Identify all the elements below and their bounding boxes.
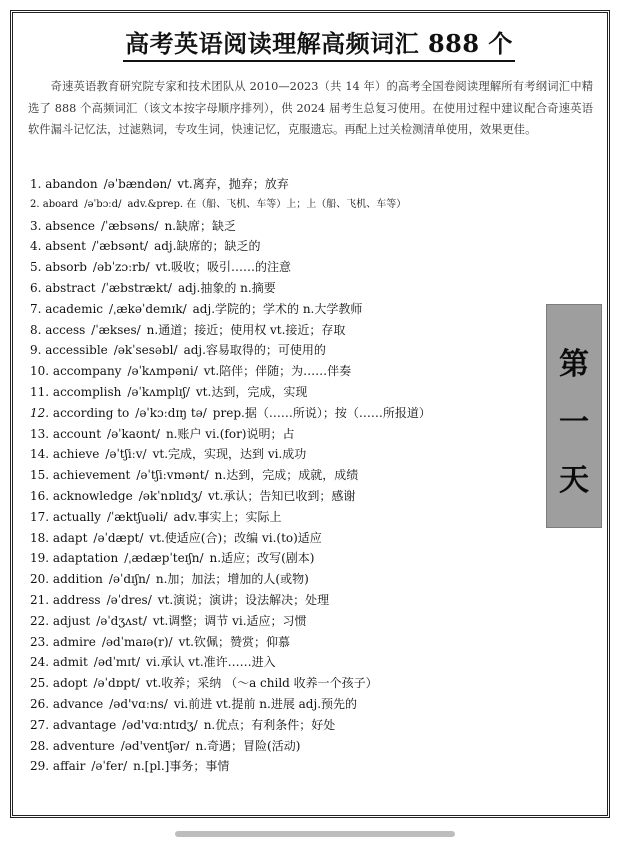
vocab-entry [30, 278, 550, 299]
entry-definition: vt.吸收；吸引……的注意 [155, 260, 292, 275]
entry-number: 14. [30, 447, 50, 462]
entry-number: 17. [30, 509, 50, 524]
entry-definition: adv.事实上；实际上 [173, 509, 282, 524]
vocab-entry [30, 236, 550, 257]
vocab-entry [30, 195, 550, 216]
entry-phonetic: /əˈdæpt/ [93, 530, 144, 545]
entry-definition: n.优点；有利条件；好处 [203, 717, 336, 732]
entry-phonetic: /əˈbɔːd/ [84, 198, 122, 210]
entry-phonetic: /ˈæktʃuəli/ [106, 509, 168, 524]
entry-definition: adj.抽象的 n.摘要 [177, 280, 276, 295]
entry-number: 15. [30, 468, 50, 483]
entry-number: 6. [30, 280, 42, 295]
entry-word: aboard [42, 198, 79, 210]
vocab-entry [30, 382, 550, 403]
entry-number: 22. [30, 613, 50, 628]
entry-word: adopt [52, 676, 88, 691]
entry-word: admire [52, 634, 96, 649]
entry-word: abandon [45, 177, 98, 191]
entry-word: acknowledge [52, 488, 133, 503]
entry-word: achievement [52, 468, 131, 483]
entry-phonetic: /əbˈzɔːrb/ [92, 260, 150, 275]
entry-word: address [52, 592, 101, 607]
entry-phonetic: /əˈbændən/ [103, 177, 172, 191]
vocabulary-list [30, 174, 550, 777]
entry-number: 1. [30, 177, 42, 191]
entry-word: achieve [52, 447, 100, 462]
vocab-entry [30, 444, 550, 465]
entry-number: 25. [30, 676, 50, 691]
entry-phonetic: /ˌædæpˈteɪʃn/ [124, 551, 204, 566]
entry-word: addition [52, 572, 103, 587]
entry-phonetic: /əˈkɔːdɪŋ tə/ [135, 405, 207, 420]
entry-word: affair [52, 759, 86, 774]
entry-number: 12. [30, 405, 50, 420]
entry-definition: vt.调整；调节 vi.适应；习惯 [152, 613, 307, 628]
entry-definition: prep.据（……所说）；按（……所报道） [212, 405, 431, 420]
entry-phonetic: /ˈækses/ [91, 322, 141, 337]
entry-number: 4. [30, 239, 42, 254]
entry-number: 13. [30, 426, 50, 441]
vocab-entry [30, 257, 550, 278]
entry-number: 5. [30, 260, 42, 275]
entry-phonetic: /ˈæbstrækt/ [101, 280, 172, 295]
entry-definition: adj.学院的；学术的 n.大学教师 [192, 301, 363, 316]
entry-number: 29. [30, 759, 50, 774]
entry-definition: vt.收养；采纳 （～a child 收养一个孩子） [145, 676, 378, 691]
entry-definition: n.加；加法；增加的人(或物) [155, 572, 309, 587]
entry-phonetic: /əˈdʒʌst/ [96, 613, 147, 628]
entry-phonetic: /əˈkʌmplɪʃ/ [127, 384, 190, 399]
entry-number: 9. [30, 343, 42, 358]
vocab-entry [30, 361, 550, 382]
entry-definition: vt.钦佩；赞赏；仰慕 [178, 634, 290, 649]
vocab-entry [30, 652, 550, 673]
entry-word: actually [52, 509, 101, 524]
vocab-entry [30, 486, 550, 507]
entry-word: adjust [52, 613, 91, 628]
vocab-entry [30, 340, 550, 361]
entry-word: accessible [45, 343, 108, 358]
vocab-entry [30, 216, 550, 237]
entry-word: absent [45, 239, 86, 254]
entry-definition: vt.达到，完成，实现 [195, 384, 308, 399]
vocab-entry [30, 528, 550, 549]
vocab-entry [30, 424, 550, 445]
entry-phonetic: /ədˈmaɪə(r)/ [101, 634, 173, 649]
vocab-entry [30, 736, 550, 757]
entry-definition: n.通道；接近；使用权 vt.接近；存取 [146, 322, 346, 337]
vocab-entry [30, 548, 550, 569]
vocab-entry [30, 673, 550, 694]
entry-number: 11. [30, 384, 50, 399]
entry-phonetic: /əˈtʃiːv/ [105, 447, 147, 462]
entry-definition: vt.完成，实现，达到 vi.成功 [152, 447, 307, 462]
vocab-entry [30, 299, 550, 320]
entry-word: account [52, 426, 102, 441]
entry-word: access [45, 322, 86, 337]
entry-phonetic: /ˈæbsənt/ [91, 239, 149, 254]
entry-definition: vt.使适应(合)；改编 vi.(to)适应 [149, 530, 322, 545]
entry-word: adapt [52, 530, 88, 545]
entry-definition: n.[pl.]事务；事情 [133, 759, 230, 774]
entry-number: 2. [30, 198, 40, 210]
entry-number: 20. [30, 572, 50, 587]
entry-phonetic: /əd'vɑːntɪdʒ/ [122, 717, 198, 732]
bottom-shadow-bar [175, 831, 455, 837]
entry-number: 28. [30, 738, 50, 753]
entry-phonetic: /əˈtʃiːvmənt/ [136, 468, 209, 483]
entry-definition: vi.承认 vt.准许……进入 [146, 655, 276, 670]
vocab-entry [30, 507, 550, 528]
entry-word: absence [45, 218, 95, 233]
entry-number: 26. [30, 696, 50, 711]
entry-definition: vt.承认；告知已收到；感谢 [208, 488, 356, 503]
entry-number: 8. [30, 322, 42, 337]
entry-number: 7. [30, 301, 42, 316]
entry-phonetic: /əˈkʌmpəni/ [127, 364, 198, 379]
entry-definition: n.缺席；缺乏 [164, 218, 236, 233]
entry-word: accompany [52, 364, 122, 379]
entry-phonetic: /əkˈsesəbl/ [113, 343, 178, 358]
entry-phonetic: /əˈkaʊnt/ [107, 426, 160, 441]
entry-definition: vi.前进 vt.提前 n.进展 adj.预先的 [173, 696, 358, 711]
entry-number: 10. [30, 364, 50, 379]
vocab-entry [30, 694, 550, 715]
entry-number: 23. [30, 634, 50, 649]
page-title: 高考英语阅读理解高频词汇 888 个 [0, 24, 638, 59]
entry-definition: n.达到，完成；成就，成绩 [214, 468, 359, 483]
entry-word: accomplish [52, 384, 122, 399]
vocab-entry [30, 590, 550, 611]
vocab-entry [30, 611, 550, 632]
entry-word: adaptation [52, 551, 119, 566]
entry-definition: adj.容易取得的；可使用的 [183, 343, 326, 358]
entry-definition: n.账户 vi.(for)说明；占 [165, 426, 295, 441]
entry-definition: n.适应；改写(剧本) [209, 551, 315, 566]
day-tab-char-2: 一 [559, 405, 589, 440]
vocab-entry [30, 715, 550, 736]
entry-definition: n.奇遇；冒险(活动) [195, 738, 301, 753]
day-tab [546, 304, 602, 528]
entry-definition: vt.陪伴；伴随；为……伴奏 [203, 364, 352, 379]
day-tab-char-1: 第 [559, 347, 589, 382]
entry-phonetic: /əkˈnɒlɪdʒ/ [138, 488, 203, 503]
entry-word: according to [52, 405, 130, 420]
entry-word: academic [45, 301, 104, 316]
vocab-entry [30, 320, 550, 341]
entry-word: advance [52, 696, 104, 711]
entry-word: advantage [52, 717, 117, 732]
entry-definition: vt.演说；演讲；设法解决；处理 [157, 592, 330, 607]
entry-phonetic: /əd'vɑːns/ [109, 696, 168, 711]
entry-phonetic: /ˌækəˈdemɪk/ [109, 301, 187, 316]
entry-phonetic: /əˈfer/ [91, 759, 128, 774]
vocab-entry [30, 403, 550, 424]
entry-word: admit [52, 655, 88, 670]
entry-word: adventure [52, 738, 115, 753]
entry-word: absorb [45, 260, 87, 275]
entry-definition: adj.缺席的；缺乏的 [154, 239, 261, 254]
entry-phonetic: /ˈæbsəns/ [100, 218, 159, 233]
day-tab-char-3: 天 [559, 463, 589, 498]
entry-phonetic: /ədˈmɪt/ [93, 655, 141, 670]
entry-phonetic: /əˈdɒpt/ [93, 676, 140, 691]
entry-definition: vt.离弃，抛弃；放弃 [177, 177, 289, 191]
vocab-entry [30, 632, 550, 653]
entry-number: 21. [30, 592, 50, 607]
entry-definition: adv.&prep. 在（船、飞机、车等）上；上（船、飞机、车等） [127, 198, 407, 210]
entry-number: 24. [30, 655, 50, 670]
intro-paragraph: 奇速英语教育研究院专家和技术团队从 2010—2023（共 14 年）的高考全国卷阅读理解所有考纲词汇中精选了 888 个高频词汇（该文本按字母顺序排列），供 2024 届考生总复习使用。在使用过程中建议配合奇速英语软件漏斗记忆法，过滤熟词，专攻生词，快速记忆，克服遗忘。再配上过关检测清单使用，效果更佳。 [28, 80, 593, 136]
entry-number: 19. [30, 551, 50, 566]
vocab-entry [30, 465, 550, 486]
entry-phonetic: /əd'ventʃər/ [120, 738, 190, 753]
vocab-entry [30, 174, 550, 195]
entry-number: 18. [30, 530, 50, 545]
entry-number: 3. [30, 218, 42, 233]
vocab-entry [30, 756, 550, 777]
vocab-entry [30, 569, 550, 590]
entry-phonetic: /əˈdɪʃn/ [108, 572, 150, 587]
entry-number: 16. [30, 488, 50, 503]
entry-number: 27. [30, 717, 50, 732]
entry-phonetic: /əˈdres/ [106, 592, 152, 607]
entry-word: abstract [45, 280, 96, 295]
